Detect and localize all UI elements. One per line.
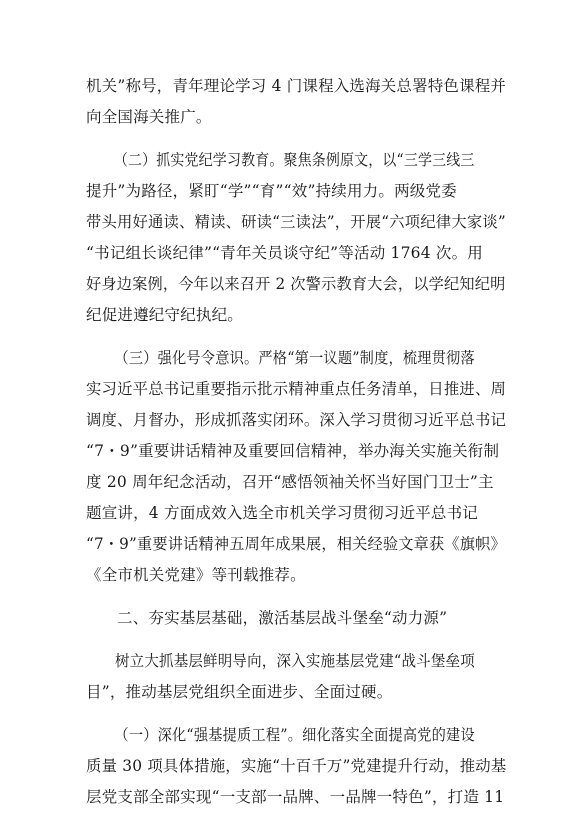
document-page (86, 71, 506, 813)
text-line: “书记组长谈纪律”“青年关员谈守纪”等活动 1764 次。用 (86, 244, 483, 262)
text-line: 机关”称号，青年理论学习 4 门课程入选海关总署特色课程并 (86, 77, 507, 95)
text-line: （二）抓实党纪学习教育。聚焦条例原文，以“三学三线三 (113, 151, 475, 169)
text-line: 质量 30 项具体措施，实施“十百千万”党建提升行动，推动基 (86, 757, 507, 775)
paragraph-1-continuation (86, 71, 506, 133)
text-line: 层党支部全部实现“一支部一品牌、一品牌一特色”，打造 11 (86, 788, 505, 806)
text-line: 向全国海关推广。 (86, 108, 212, 126)
text-line: 调度、月督办，形成抓落实闭环。深入学习贯彻习近平总书记 (86, 411, 507, 429)
text-line: 题宣讲，4 方面成效入选全市机关学习贯彻习近平总书记 (86, 504, 478, 522)
text-line: “7・9”重要讲话精神及重要回信精神，举办海关实施关衔制 (86, 442, 500, 460)
text-line: 好身边案例，今年以来召开 2 次警示教育大会，以学纪知纪明 (86, 275, 506, 293)
text-line: （一）深化“强基提质工程”。细化落实全面提高党的建设 (114, 726, 475, 744)
text-line: 提升”为路径，紧盯“学”“育”“效”持续用力。两级党委 (86, 182, 457, 200)
text-line: （三）强化号令意识。严格“第一议题”制度，梳理贯彻落 (114, 349, 475, 367)
text-line: 《全市机关党建》等刊载推荐。 (86, 566, 306, 584)
paragraph-order-awareness (86, 343, 506, 591)
text-line: 带头用好通读、精读、研读“三读法”，开展“六项纪律大家谈” (86, 213, 506, 231)
section-heading-text: 二、夯实基层基础，激活基层战斗堡垒“动力源” (117, 609, 448, 627)
text-line: “7・9”重要讲话精神五周年成果展，相关经验文章获《旗帜》 (86, 535, 506, 553)
paragraph-grassroots-intro (86, 646, 506, 708)
text-line: 目”，推动基层党组织全面进步、全面过硬。 (86, 683, 393, 701)
text-line: 树立大抓基层鲜明导向，深入实施基层党建“战斗堡垒项 (114, 652, 475, 670)
paragraph-party-discipline-education (86, 145, 506, 331)
section-heading-grassroots (86, 603, 506, 634)
paragraph-strengthen-foundation (86, 720, 506, 813)
text-line: 纪促进遵纪守纪执纪。 (86, 306, 244, 324)
text-line: 实习近平总书记重要指示批示精神重点任务清单，日推进、周 (86, 380, 507, 398)
text-line: 度 20 周年纪念活动，召开“感悟领袖关怀当好国门卫士”主 (86, 473, 494, 491)
